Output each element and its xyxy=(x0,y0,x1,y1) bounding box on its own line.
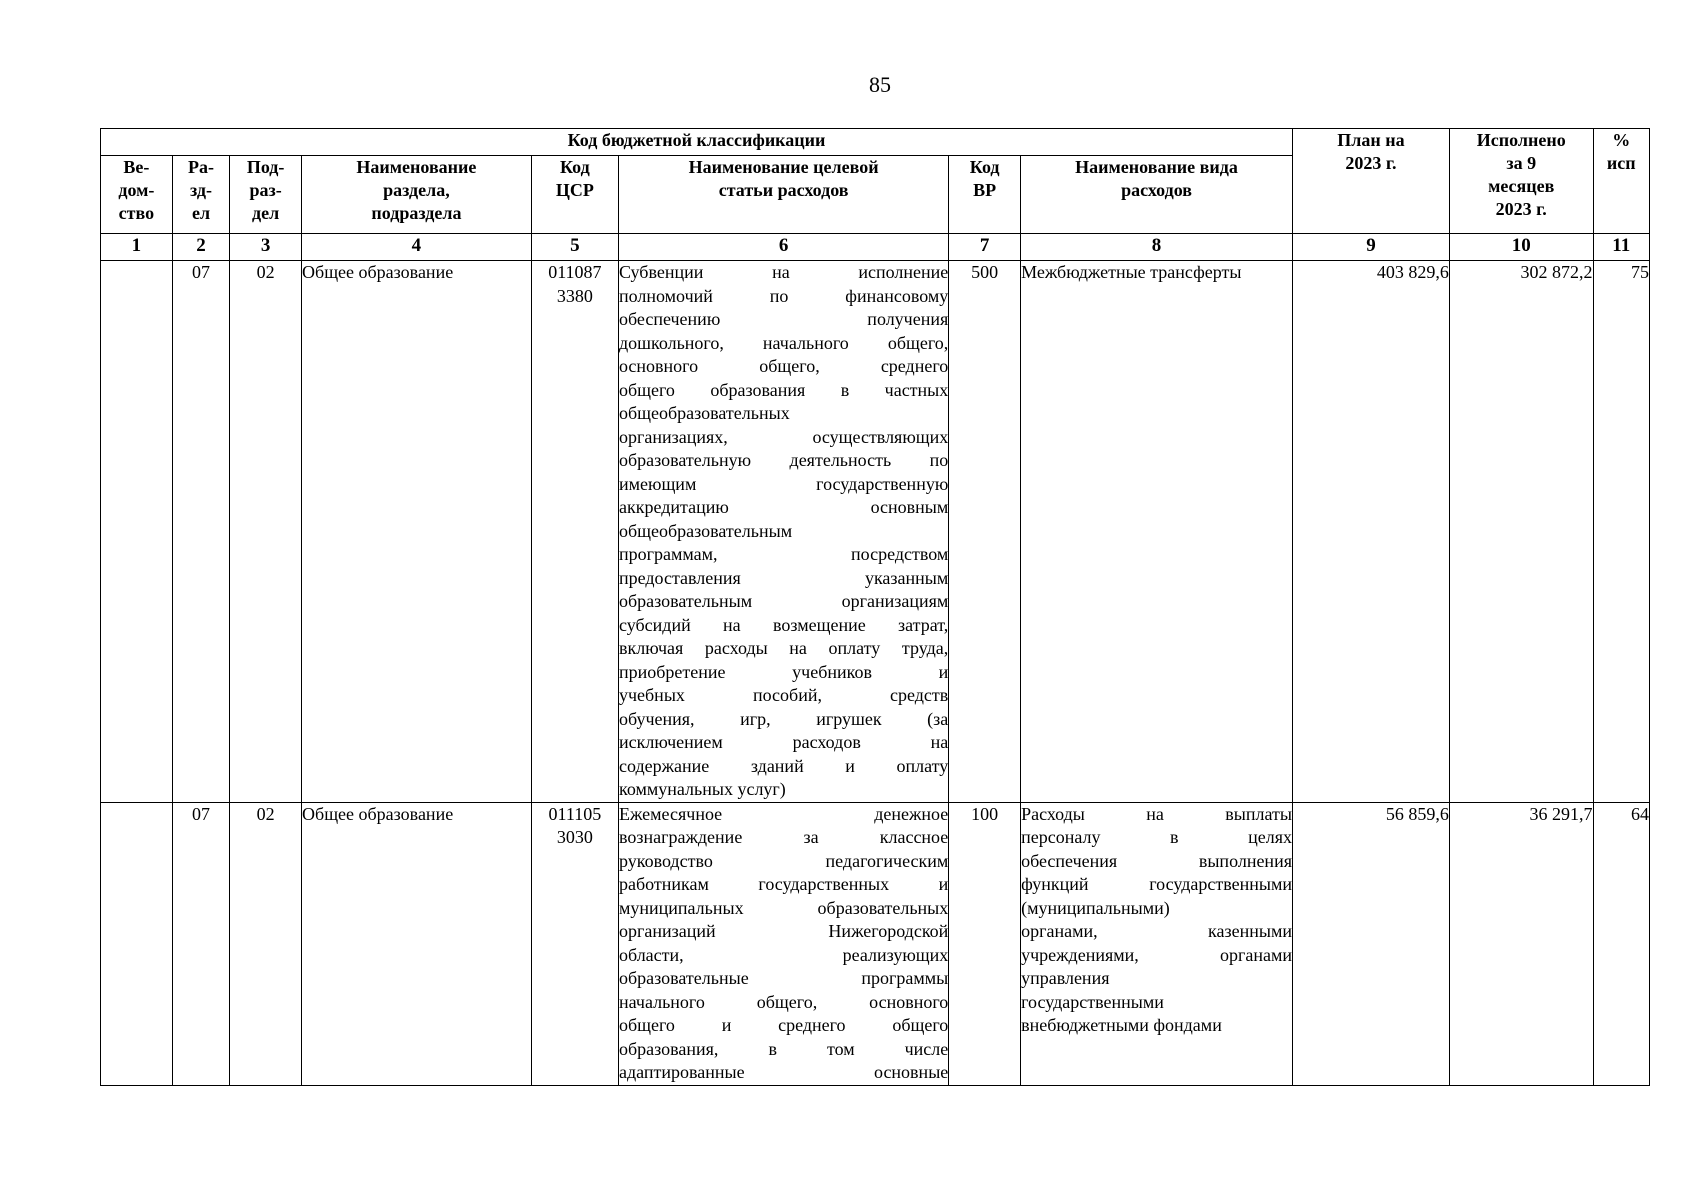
target-name-line: предоставления указанным xyxy=(618,567,949,588)
header-vedomstvo: Ве- дом- ство xyxy=(101,156,173,234)
target-name-cell xyxy=(618,261,948,803)
expense-type-line: управления xyxy=(1021,968,1110,988)
column-number: 3 xyxy=(230,234,302,261)
target-name-line: субсидий на возмещение затрат, xyxy=(618,614,949,635)
percent-cell: 64 xyxy=(1593,802,1649,1085)
target-name-line: общего образования в частных xyxy=(618,379,949,400)
podrazdel-cell: 02 xyxy=(230,261,302,803)
target-name-line: начального общего, основного xyxy=(618,991,949,1012)
target-name-line: учебных пособий, средств xyxy=(618,685,949,705)
csr-cell xyxy=(531,261,618,803)
expense-type-line: Расходы на выплаты xyxy=(1021,803,1292,824)
razdel-cell: 07 xyxy=(172,802,229,1085)
column-number: 2 xyxy=(172,234,229,261)
expense-type-line: функций государственными xyxy=(1021,874,1292,894)
header-podrazdel: Под- раз- дел xyxy=(230,156,302,234)
vr-cell: 100 xyxy=(949,802,1021,1085)
target-name-line: организациях, осуществляющих xyxy=(618,426,949,447)
page-number: 85 xyxy=(869,72,891,97)
budget-classification-header: Код бюджетной классификации xyxy=(101,129,1293,156)
csr-line: 011087 xyxy=(548,262,602,282)
header-expense-type: Наименование вида расходов xyxy=(1021,156,1293,234)
target-name-line: приобретение учебников и xyxy=(618,661,949,682)
csr-line: 011105 xyxy=(548,803,602,824)
target-name-line: программам, посредством xyxy=(618,544,949,564)
header-csr: Код ЦСР xyxy=(531,156,618,234)
target-name-line: руководство педагогическим xyxy=(618,850,949,871)
column-number: 5 xyxy=(531,234,618,261)
expense-type-line: Межбюджетные трансферты xyxy=(1021,262,1242,282)
vedomstvo-cell xyxy=(101,802,173,1085)
section-name-cell: Общее образование xyxy=(302,802,532,1085)
expense-type-cell xyxy=(1021,261,1293,803)
percent-cell: 75 xyxy=(1593,261,1649,803)
expense-type-cell xyxy=(1021,802,1293,1085)
target-name-line: общего и среднего общего xyxy=(618,1015,949,1035)
csr-cell xyxy=(531,802,618,1085)
header-executed: Исполнено за 9 месяцев 2023 г. xyxy=(1449,129,1593,234)
plan-cell: 56 859,6 xyxy=(1292,802,1449,1085)
header-section-name: Наименование раздела, подраздела xyxy=(302,156,532,234)
executed-cell: 302 872,2 xyxy=(1449,261,1593,803)
header-plan: План на 2023 г. xyxy=(1292,129,1449,234)
target-name-line: аккредитацию основным xyxy=(618,497,949,517)
table-row xyxy=(101,802,1650,1085)
target-name-cell xyxy=(618,802,948,1085)
header-percent: % исп xyxy=(1593,129,1649,234)
podrazdel-cell: 02 xyxy=(230,802,302,1085)
executed-cell: 36 291,7 xyxy=(1449,802,1593,1085)
target-name-line: образовательные программы xyxy=(618,968,949,988)
razdel-cell: 07 xyxy=(172,261,229,803)
target-name-line: адаптированные основные xyxy=(618,1062,949,1082)
target-name-line: включая расходы на оплату труда, xyxy=(618,638,949,658)
column-number: 10 xyxy=(1449,234,1593,261)
header-vr: Код ВР xyxy=(949,156,1021,234)
target-name-line: Ежемесячное денежное xyxy=(618,803,949,824)
target-name-line: имеющим государственную xyxy=(618,473,949,494)
expense-type-line: государственными xyxy=(1021,991,1164,1012)
vr-cell: 500 xyxy=(949,261,1021,803)
column-number: 4 xyxy=(302,234,532,261)
expense-type-line: (муниципальными) xyxy=(1021,897,1170,918)
header-razdel: Ра- зд- ел xyxy=(172,156,229,234)
column-number: 1 xyxy=(101,234,173,261)
target-name-line: дошкольного, начального общего, xyxy=(618,332,949,353)
target-name-line: обучения, игр, игрушек (за xyxy=(618,708,949,729)
target-name-line: организаций Нижегородской xyxy=(618,921,949,941)
column-number: 8 xyxy=(1021,234,1293,261)
target-name-line: образовательную деятельность по xyxy=(618,450,949,470)
column-number: 11 xyxy=(1593,234,1649,261)
target-name-line: содержание зданий и оплату xyxy=(618,755,949,776)
expense-type-line: обеспечения выполнения xyxy=(1021,850,1292,871)
column-number: 6 xyxy=(618,234,948,261)
expense-type-line: учреждениями, органами xyxy=(1021,944,1292,965)
target-name-line: области, реализующих xyxy=(618,944,949,965)
csr-line: 3030 xyxy=(556,827,593,847)
target-name-line: общеобразовательным xyxy=(618,520,793,541)
target-name-line: образовательным организациям xyxy=(618,591,949,611)
target-name-line: коммунальных услуг) xyxy=(618,779,786,799)
plan-cell: 403 829,6 xyxy=(1292,261,1449,803)
target-name-line: основного общего, среднего xyxy=(618,356,949,376)
vedomstvo-cell xyxy=(101,261,173,803)
target-name-line: обеспечению получения xyxy=(618,309,949,329)
expense-type-line: органами, казенными xyxy=(1021,921,1292,941)
target-name-line: образования, в том числе xyxy=(618,1038,949,1059)
column-number: 9 xyxy=(1292,234,1449,261)
section-name-cell: Общее образование xyxy=(302,261,532,803)
table-row xyxy=(101,261,1650,803)
target-name-line: исключением расходов на xyxy=(618,732,949,752)
target-name-line: Субвенции на исполнение xyxy=(618,262,949,282)
csr-line: 3380 xyxy=(556,285,593,306)
expense-type-line: внебюджетными фондами xyxy=(1021,1015,1222,1035)
header-target-name: Наименование целевой статьи расходов xyxy=(618,156,948,234)
column-number: 7 xyxy=(949,234,1021,261)
target-name-line: муниципальных образовательных xyxy=(618,897,949,918)
budget-table xyxy=(100,128,1650,1086)
target-name-line: общеобразовательных xyxy=(618,403,790,423)
expense-type-line: персоналу в целях xyxy=(1021,827,1292,847)
column-number-row xyxy=(101,234,1650,261)
target-name-line: полномочий по финансовому xyxy=(618,285,949,306)
target-name-line: работникам государственных и xyxy=(618,874,949,894)
target-name-line: вознаграждение за классное xyxy=(618,827,949,847)
